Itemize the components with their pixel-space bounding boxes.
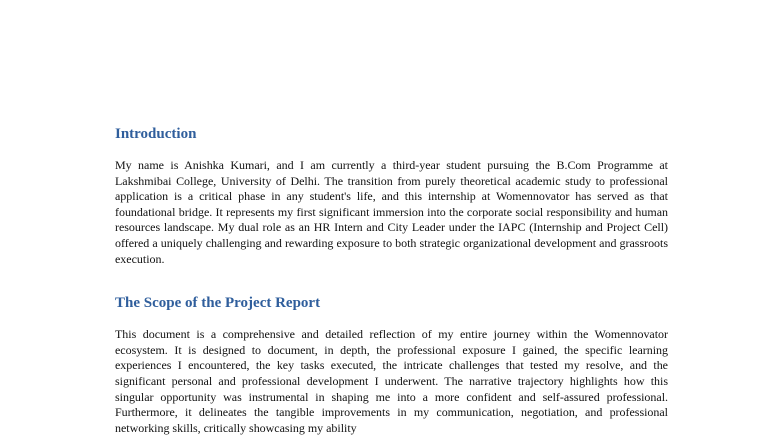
- section-heading-scope: The Scope of the Project Report: [115, 295, 321, 312]
- section-heading-introduction: Introduction: [115, 126, 197, 142]
- section-body-introduction: My name is Anishka Kumari, and I am currently a third-year student pursuing the B.Com Programme at Lakshmibai College, University of Delhi. The transition from purely theoretical academic study to professional application is a critical phase in any student's life, and this internship at Womennovator has served as that foundational bridge. It represents my first significant immersion into the corporate social responsibility and human resources landscape. My dual role as an HR Intern and City Leader under the IAPC (Internship and Project Cell) offered a uniquely challenging and rewarding exposure to both strategic organizational development and grassroots execution.: [115, 158, 668, 266]
- document-content: [115, 124, 668, 436]
- section-body-scope: This document is a comprehensive and detailed reflection of my entire journey within the Womennovator ecosystem. It is designed to document, in depth, the professional exposure I gained, the specific learning experiences I encountered, the key tasks executed, the intricate challenges that tested my resolve, and the significant personal and professional development I underwent. The narrative trajectory highlights how this singular opportunity was instrumental in shaping me into a more confident and self-assured professional. Furthermore, it delineates the tangible improvements in my communication, negotiation, and professional networking skills, critically showcasing my ability: [115, 327, 668, 435]
